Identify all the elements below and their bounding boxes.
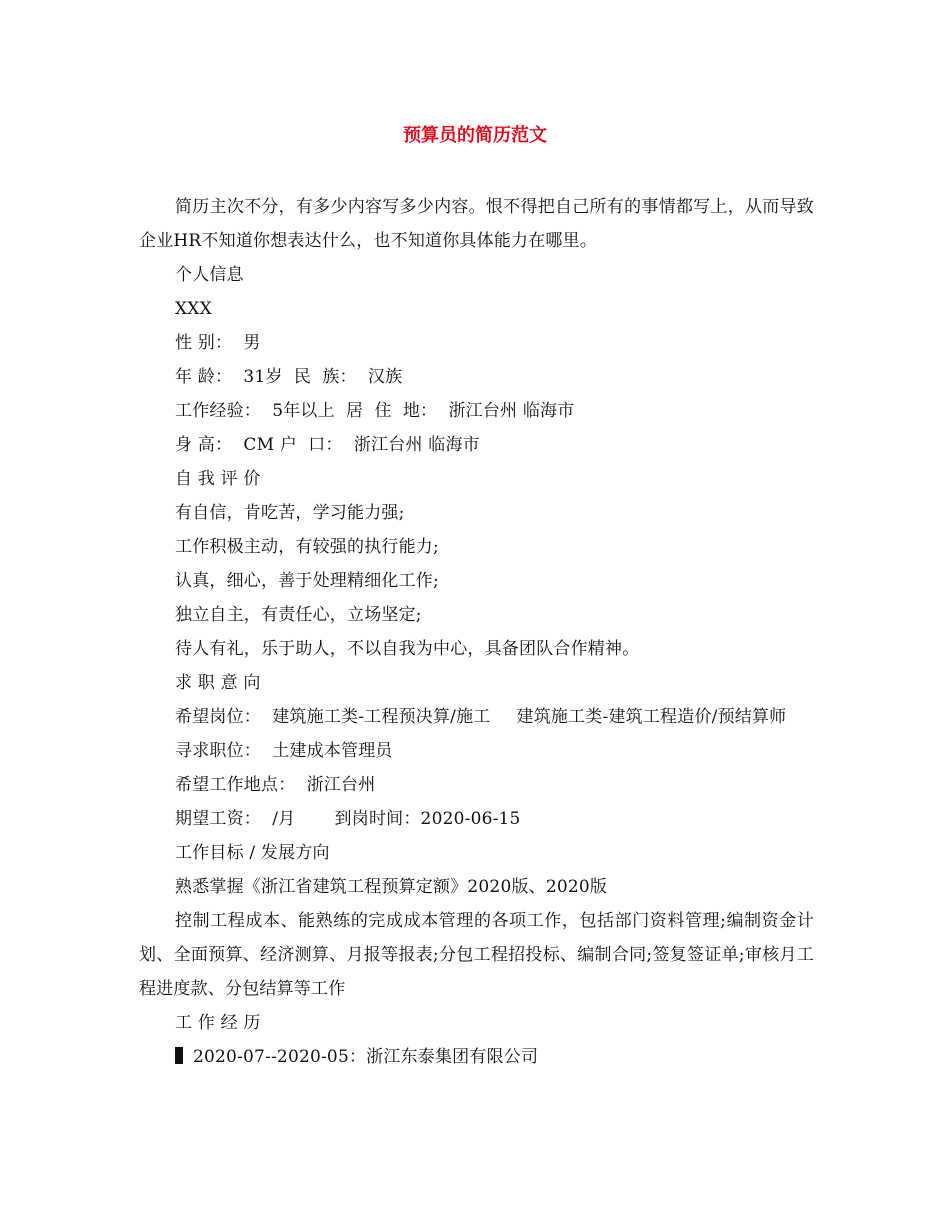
self-evaluation-heading: 自 我 评 价 [175, 469, 261, 489]
desired-location-line: 希望工作地点： 浙江台州 [175, 775, 376, 795]
work-history-heading: 工 作 经 历 [175, 1013, 261, 1033]
goals-heading: 工作目标 / 发展方向 [175, 843, 330, 863]
salary-start-line: 期望工资： /月 到岗时间：2020-06-15 [175, 809, 521, 829]
self-evaluation-item: 工作积极主动，有较强的执行能力; [175, 537, 439, 557]
experience-residence-line: 工作经验： 5年以上 居 住 地： 浙江台州 临海市 [175, 401, 575, 421]
age-ethnicity-line: 年 龄： 31岁 民 族： 汉族 [175, 367, 403, 387]
height-hukou-line: 身 高： CM 户 口： 浙江台州 临海市 [175, 435, 480, 455]
job-intention-heading: 求 职 意 向 [175, 673, 261, 693]
intro-paragraph: 简历主次不分，有多少内容写多少内容。恨不得把自己所有的事情都写上，从而导致企业HR不知道你想表达什么，也不知道你具体能力在哪里。 [139, 197, 814, 251]
seeking-position-line: 寻求职位： 土建成本管理员 [175, 741, 393, 761]
desired-position-2: 建筑施工类-建筑工程造价/预结算师 [516, 707, 787, 727]
self-evaluation-item: 待人有礼，乐于助人，不以自我为中心，具备团队合作精神。 [175, 639, 640, 659]
document-title: 预算员的简历范文 [403, 125, 547, 146]
desired-position-1: 建筑施工类-工程预决算/施工 [272, 707, 491, 727]
personal-info-heading: 个人信息 [175, 265, 244, 285]
self-evaluation-item: 独立自主，有责任心，立场坚定; [175, 605, 422, 625]
work-history-entry [139, 1040, 814, 1074]
goals-paragraph: 控制工程成本、能熟练的完成成本管理的各项工作，包括部门资料管理;编制资金计划、全面预算、经济测算、月报等报表;分包工程招投标、编制合同;签复签证单;审核月工程进度款、分包结算等工作 [139, 911, 814, 999]
square-bullet-icon [175, 1047, 183, 1064]
gender-line: 性 别： 男 [175, 333, 261, 353]
self-evaluation-item: 认真，细心，善于处理精细化工作; [175, 571, 439, 591]
goals-item: 熟悉掌握《浙江省建筑工程预算定额》2020版、2020版 [175, 877, 608, 897]
work-history-entry-text: 2020-07--2020-05：浙江东泰集团有限公司 [193, 1047, 539, 1067]
desired-position-line [139, 700, 814, 734]
applicant-name: XXX [175, 299, 212, 319]
document-body [139, 190, 814, 1074]
self-evaluation-item: 有自信，肯吃苦，学习能力强; [175, 503, 405, 523]
desired-position-label: 希望岗位： [175, 707, 261, 727]
